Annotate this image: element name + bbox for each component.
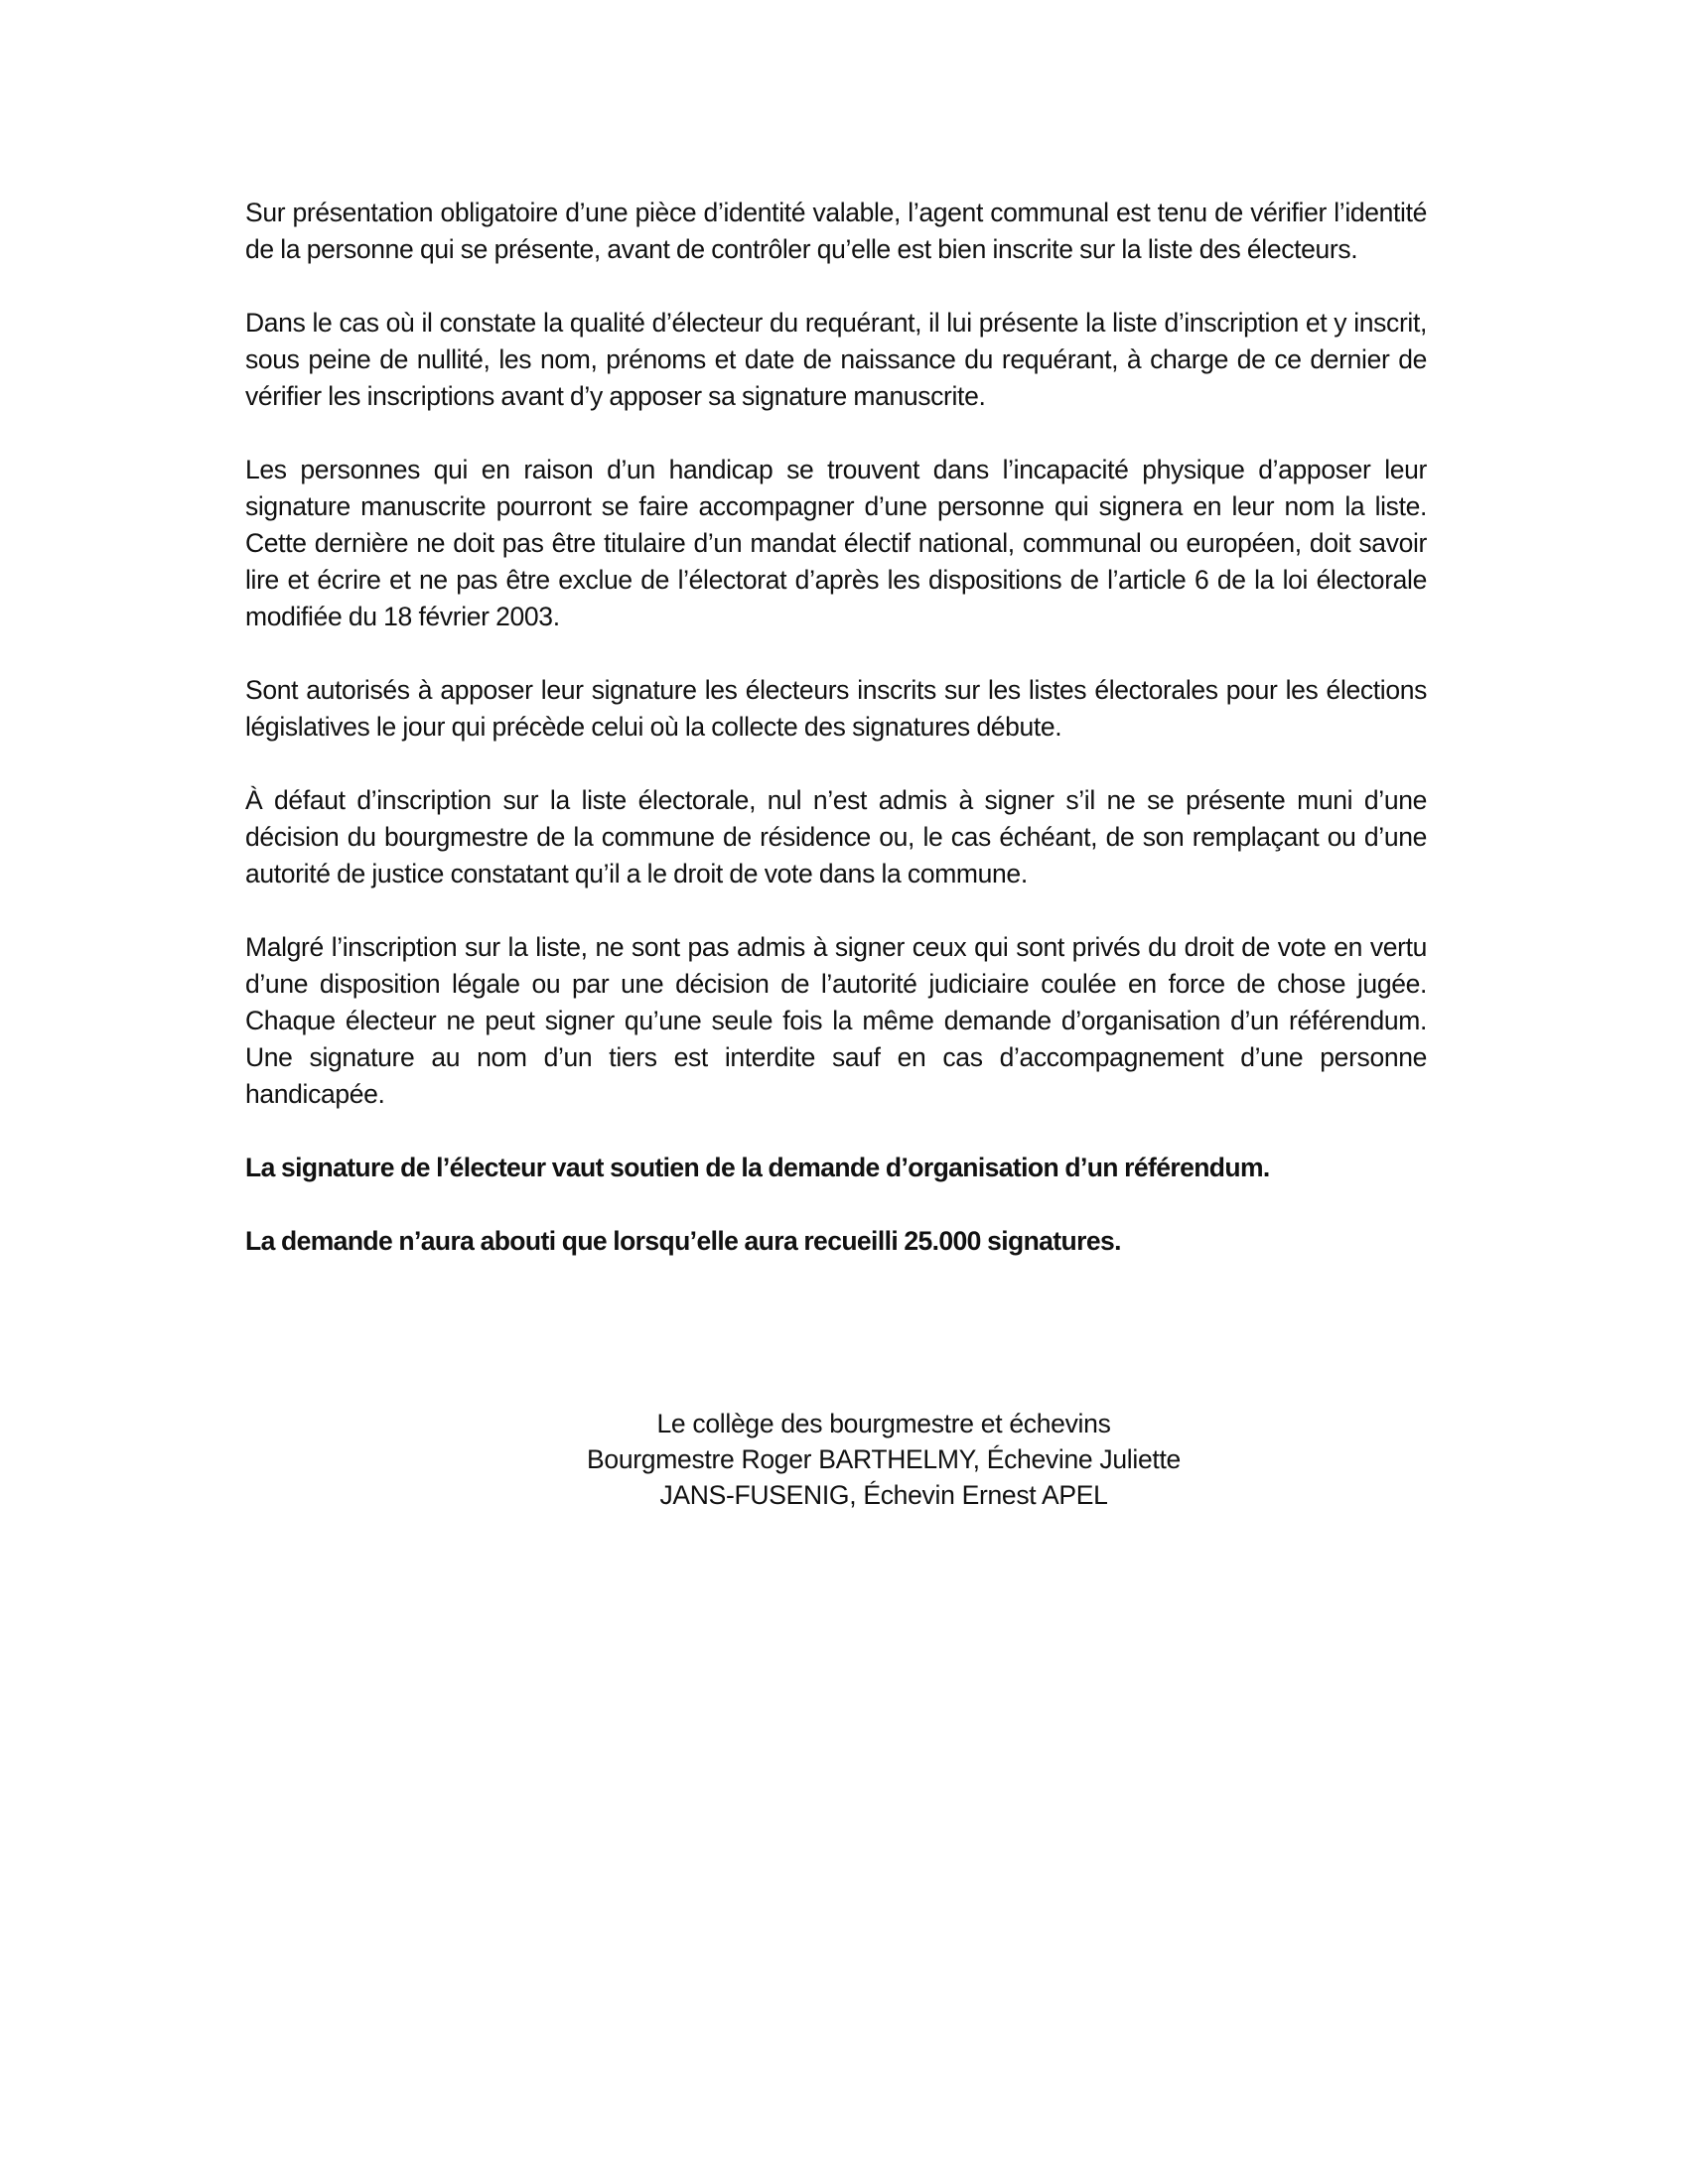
signature-line-college: Le collège des bourgmestre et échevins xyxy=(656,1409,1111,1438)
paragraph-disability-assistance: Les personnes qui en raison d’un handicap se trouvent dans l’incapacité physique d’apposer leur signature manuscrite pourront se faire accompagner d’une personne qui signera en leur nom la liste. Cette dernière ne doit pas être titulaire d’un mandat électif national, communal ou européen, doit savoir lire et écrire et ne pas être exclue de l’électorat d’après les dispositions de l’article 6 de la loi électorale modifiée du 18 février 2003. xyxy=(245,455,1427,631)
signature-line-aldermen: JANS-FUSENIG, Échevin Ernest APEL xyxy=(659,1480,1108,1510)
paragraph-missing-registration: À défaut d’inscription sur la liste électorale, nul n’est admis à signer s’il ne se présente muni d’une décision du bourgmestre de la commune de résidence ou, le cas échéant, de son remplaçant ou d’une autorité de justice constatant qu’il a le droit de vote dans la commune. xyxy=(245,785,1427,888)
statement-signature-threshold: La demande n’aura abouti que lorsqu’elle aura recueilli 25.000 signatures. xyxy=(245,1226,1121,1256)
statement-signature-support: La signature de l’électeur vaut soutien de la demande d’organisation d’un référendum. xyxy=(245,1153,1270,1182)
paragraph-registration: Dans le cas où il constate la qualité d’électeur du requérant, il lui présente la liste d’inscription et y inscrit, sous peine de nullité, les nom, prénoms et date de naissance du requérant, à charge de ce dernier de vérifier les inscriptions avant d’y apposer sa signature manuscrite. xyxy=(245,308,1427,411)
signature-block xyxy=(536,1406,1231,1513)
document-body xyxy=(245,195,1427,1297)
paragraph-exclusions: Malgré l’inscription sur la liste, ne sont pas admis à signer ceux qui sont privés du droit de vote en vertu d’une disposition légale ou par une décision de l’autorité judiciaire coulée en force de chose jugée. Chaque électeur ne peut signer qu’une seule fois la même demande d’organisation d’un référendum. Une signature au nom d’un tiers est interdite sauf en cas d’accompagnement d’une personne handicapée. xyxy=(245,932,1427,1109)
signature-line-mayor: Bourgmestre Roger BARTHELMY, Échevine Juliette xyxy=(587,1444,1181,1474)
paragraph-identity-check: Sur présentation obligatoire d’une pièce d’identité valable, l’agent communal est tenu de vérifier l’identité de la personne qui se présente, avant de contrôler qu’elle est bien inscrite sur la liste des électeurs. xyxy=(245,198,1427,264)
paragraph-eligible-voters: Sont autorisés à apposer leur signature les électeurs inscrits sur les listes électorales pour les élections législatives le jour qui précède celui où la collecte des signatures débute. xyxy=(245,675,1427,742)
